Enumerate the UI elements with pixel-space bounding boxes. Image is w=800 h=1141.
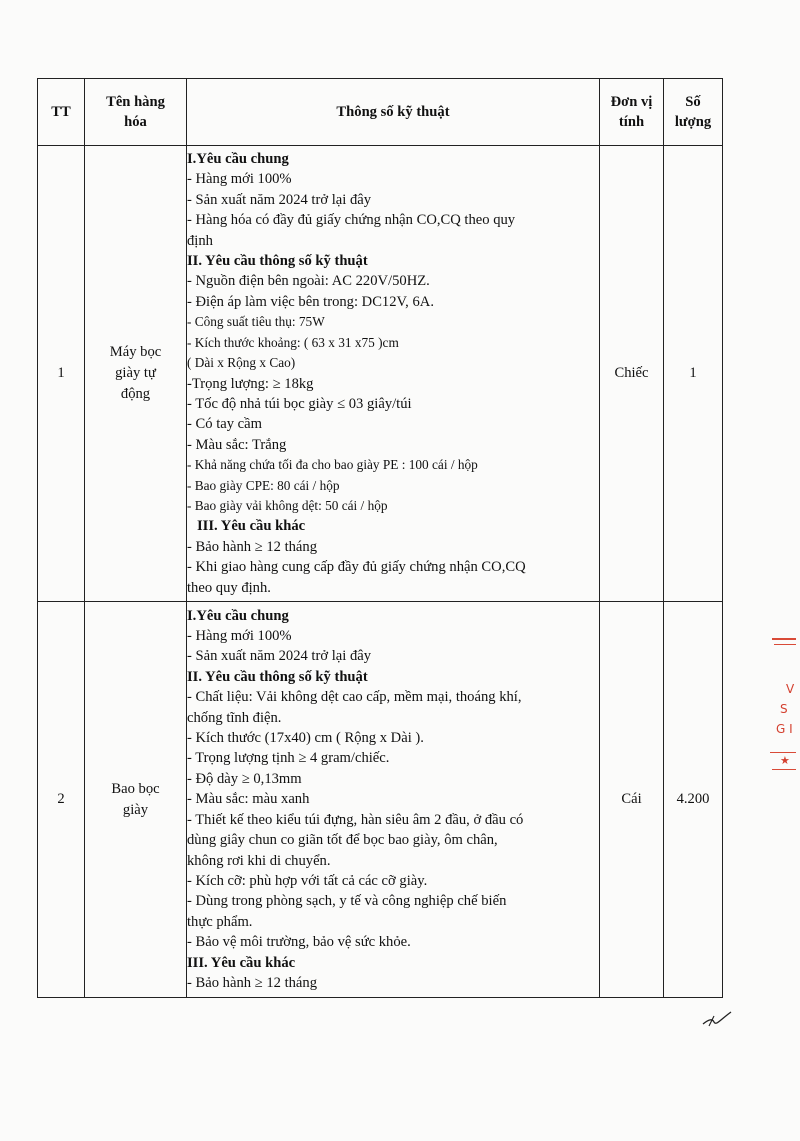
spec-line: - Bao giày vải không dệt: 50 cái / hộp xyxy=(187,497,388,513)
spec-line: - Tốc độ nhả túi bọc giày ≤ 03 giây/túi xyxy=(187,395,412,412)
spec-line: - Khi giao hàng cung cấp đầy đủ giấy chứng nhận CO,CQ xyxy=(187,559,526,576)
spec-heading: II. Yêu cầu thông số kỹ thuật xyxy=(187,253,368,270)
header-name xyxy=(85,79,187,146)
spec-heading: I.Yêu cầu chung xyxy=(187,151,289,168)
row-qty: 4.200 xyxy=(664,602,723,998)
spec-table xyxy=(37,78,723,998)
row-name xyxy=(85,146,187,602)
spec-line: chống tĩnh điện. xyxy=(187,709,282,726)
spec-line: - Sản xuất năm 2024 trở lại đây xyxy=(187,191,372,208)
stamp-text: V xyxy=(786,682,795,696)
table-row xyxy=(38,602,723,998)
header-qty-text: Số lượng xyxy=(674,94,712,130)
spec-line: - Kích thước (17x40) cm ( Rộng x Dài ). xyxy=(187,730,424,747)
row-spec xyxy=(187,602,600,998)
spec-line: - Hàng mới 100% xyxy=(187,171,292,188)
spec-line: - Hàng hóa có đầy đủ giấy chứng nhận CO,CQ theo quy xyxy=(187,212,516,229)
spec-line: - Khả năng chứa tối đa cho bao giày PE : 100 cái / hộp xyxy=(187,457,478,473)
stamp-line xyxy=(772,769,796,770)
spec-line: - Công suất tiêu thụ: 75W xyxy=(187,314,325,330)
row-name xyxy=(85,602,187,998)
stamp-line xyxy=(774,644,796,645)
stamp-line xyxy=(772,638,796,640)
stamp-text: S xyxy=(780,702,788,716)
spec-line: - Bảo hành ≥ 12 tháng xyxy=(187,974,318,991)
row-unit: Chiếc xyxy=(600,146,664,602)
stamp-star-icon: ★ xyxy=(780,754,790,767)
spec-heading: II. Yêu cầu thông số kỹ thuật xyxy=(187,668,368,685)
row-spec xyxy=(187,146,600,602)
signature-mark xyxy=(700,1008,734,1030)
header-qty xyxy=(664,79,723,146)
spec-line: - Nguồn điện bên ngoài: AC 220V/50HZ. xyxy=(187,273,430,290)
spec-line: - Có tay cầm xyxy=(187,416,262,433)
header-name-text: Tên hàng hóa xyxy=(106,94,165,130)
spec-line: - Hàng mới 100% xyxy=(187,628,292,645)
spec-line: - Màu sắc: màu xanh xyxy=(187,791,310,808)
header-unit xyxy=(600,79,664,146)
row-qty: 1 xyxy=(664,146,723,602)
spec-line: dùng giây chun co giãn tốt để bọc bao giày, ôm chân, xyxy=(187,832,498,849)
spec-line: - Dùng trong phòng sạch, y tế và công nghiệp chế biến xyxy=(187,893,507,910)
spec-line: - Điện áp làm việc bên trong: DC12V, 6A. xyxy=(187,293,434,310)
spec-line: - Kích cỡ: phù hợp với tất cả các cỡ giày. xyxy=(187,872,428,889)
spec-line: ( Dài x Rộng x Cao) xyxy=(187,355,296,371)
spec-line: - Màu sắc: Trắng xyxy=(187,436,287,453)
stamp-text: G I xyxy=(776,722,793,736)
spec-line: -Trọng lượng: ≥ 18kg xyxy=(187,375,314,392)
header-unit-text: Đơn vị tính xyxy=(610,94,653,130)
spec-line: thực phẩm. xyxy=(187,913,253,930)
stamp-fragment xyxy=(760,632,798,782)
spec-line: - Sản xuất năm 2024 trở lại đây xyxy=(187,648,372,665)
row-tt: 2 xyxy=(38,602,85,998)
spec-heading: III. Yêu cầu khác xyxy=(197,518,306,535)
spec-heading: I.Yêu cầu chung xyxy=(187,607,289,624)
spec-line: - Kích thước khoảng: ( 63 x 31 x75 )cm xyxy=(187,334,399,350)
table-row xyxy=(38,146,723,602)
stamp-line xyxy=(770,752,796,753)
spec-line: - Bảo vệ môi trường, bảo vệ sức khỏe. xyxy=(187,934,411,951)
spec-line: - Trọng lượng tịnh ≥ 4 gram/chiếc. xyxy=(187,750,390,767)
row-name-text: Máy bọc giày tự động xyxy=(109,344,162,402)
spec-line: theo quy định. xyxy=(187,579,271,596)
row-unit: Cái xyxy=(600,602,664,998)
spec-heading: III. Yêu cầu khác xyxy=(187,954,296,971)
spec-line: không rơi khi di chuyển. xyxy=(187,852,331,869)
row-tt: 1 xyxy=(38,146,85,602)
header-tt: TT xyxy=(38,79,85,146)
spec-line: - Chất liệu: Vải không dệt cao cấp, mềm mại, thoáng khí, xyxy=(187,689,522,706)
spec-line: định xyxy=(187,232,213,249)
header-spec: Thông số kỹ thuật xyxy=(187,79,600,146)
spec-line: - Độ dày ≥ 0,13mm xyxy=(187,770,302,787)
spec-line: - Bảo hành ≥ 12 tháng xyxy=(187,538,318,555)
table-header-row xyxy=(38,79,723,146)
row-name-text: Bao bọc giày xyxy=(111,780,160,818)
spec-line: - Bao giày CPE: 80 cái / hộp xyxy=(187,477,340,493)
spec-line: - Thiết kế theo kiểu túi đựng, hàn siêu âm 2 đầu, ở đầu có xyxy=(187,811,524,828)
